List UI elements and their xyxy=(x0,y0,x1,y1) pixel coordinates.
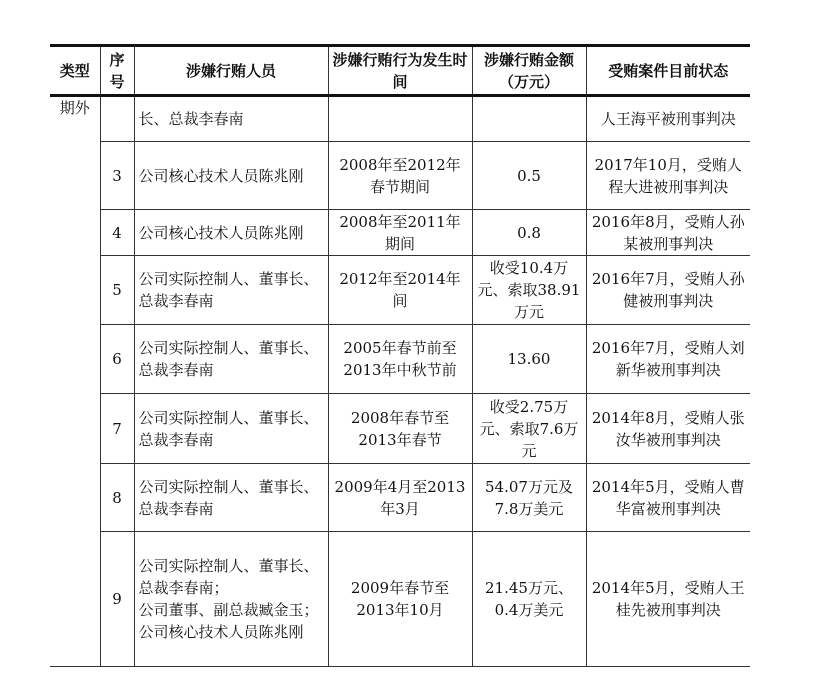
row-time: 2008年春节至2013年春节 xyxy=(328,394,472,464)
table-row xyxy=(50,325,750,394)
row-time: 2009年4月至2013年3月 xyxy=(328,464,472,532)
table-row xyxy=(50,464,750,532)
row-person: 公司实际控制人、董事长、总裁李春南 xyxy=(134,325,328,394)
row-time: 2009年春节至2013年10月 xyxy=(328,532,472,667)
table-header-row xyxy=(50,46,750,96)
row-num: 3 xyxy=(100,142,134,210)
row-status: 2014年8月，受贿人张汝华被刑事判决 xyxy=(586,394,750,464)
row-status: 2016年7月，受贿人孙健被刑事判决 xyxy=(586,256,750,325)
row-amount: 0.8 xyxy=(472,210,586,256)
header-status: 受贿案件目前状态 xyxy=(586,46,750,96)
table-row xyxy=(50,394,750,464)
row-amount: 收受10.4万元、索取38.91万元 xyxy=(472,256,586,325)
row-num: 5 xyxy=(100,256,134,325)
row-time xyxy=(328,96,472,142)
header-person: 涉嫌行贿人员 xyxy=(134,46,328,96)
row-status: 2014年5月，受贿人王桂先被刑事判决 xyxy=(586,532,750,667)
row-time: 2005年春节前至2013年中秋节前 xyxy=(328,325,472,394)
bribery-cases-table xyxy=(50,44,750,667)
row-status: 2016年7月，受贿人刘新华被刑事判决 xyxy=(586,325,750,394)
header-type: 类型 xyxy=(50,46,100,96)
row-num: 8 xyxy=(100,464,134,532)
row-num: 9 xyxy=(100,532,134,667)
header-amount: 涉嫌行贿金额（万元） xyxy=(472,46,586,96)
row-person: 公司实际控制人、董事长、总裁李春南； 公司董事、副总裁臧金玉； 公司核心技术人员陈兆刚 xyxy=(134,532,328,667)
row-amount: 21.45万元、0.4万美元 xyxy=(472,532,586,667)
row-status: 2017年10月，受贿人程大进被刑事判决 xyxy=(586,142,750,210)
row-person: 公司实际控制人、董事长、总裁李春南 xyxy=(134,464,328,532)
row-time: 2008年至2011年期间 xyxy=(328,210,472,256)
row-num: 4 xyxy=(100,210,134,256)
table-row xyxy=(50,210,750,256)
type-cell: 期外 xyxy=(50,96,100,667)
row-person: 公司核心技术人员陈兆刚 xyxy=(134,142,328,210)
header-num: 序 号 xyxy=(100,46,134,96)
row-amount xyxy=(472,96,586,142)
table-row xyxy=(50,96,750,142)
table-row xyxy=(50,256,750,325)
table-row xyxy=(50,142,750,210)
row-person: 公司实际控制人、董事长、总裁李春南 xyxy=(134,256,328,325)
row-status: 人王海平被刑事判决 xyxy=(586,96,750,142)
row-time: 2008年至2012年春节期间 xyxy=(328,142,472,210)
row-person: 长、总裁李春南 xyxy=(134,96,328,142)
row-amount: 0.5 xyxy=(472,142,586,210)
row-person: 公司实际控制人、董事长、总裁李春南 xyxy=(134,394,328,464)
row-time: 2012年至2014年间 xyxy=(328,256,472,325)
row-status: 2014年5月，受贿人曹华富被刑事判决 xyxy=(586,464,750,532)
table-row xyxy=(50,532,750,667)
row-person: 公司核心技术人员陈兆刚 xyxy=(134,210,328,256)
header-time: 涉嫌行贿行为发生时间 xyxy=(328,46,472,96)
row-num xyxy=(100,96,134,142)
row-amount: 13.60 xyxy=(472,325,586,394)
row-status: 2016年8月，受贿人孙某被刑事判决 xyxy=(586,210,750,256)
row-amount: 54.07万元及7.8万美元 xyxy=(472,464,586,532)
row-num: 7 xyxy=(100,394,134,464)
row-amount: 收受2.75万元、索取7.6万元 xyxy=(472,394,586,464)
row-num: 6 xyxy=(100,325,134,394)
